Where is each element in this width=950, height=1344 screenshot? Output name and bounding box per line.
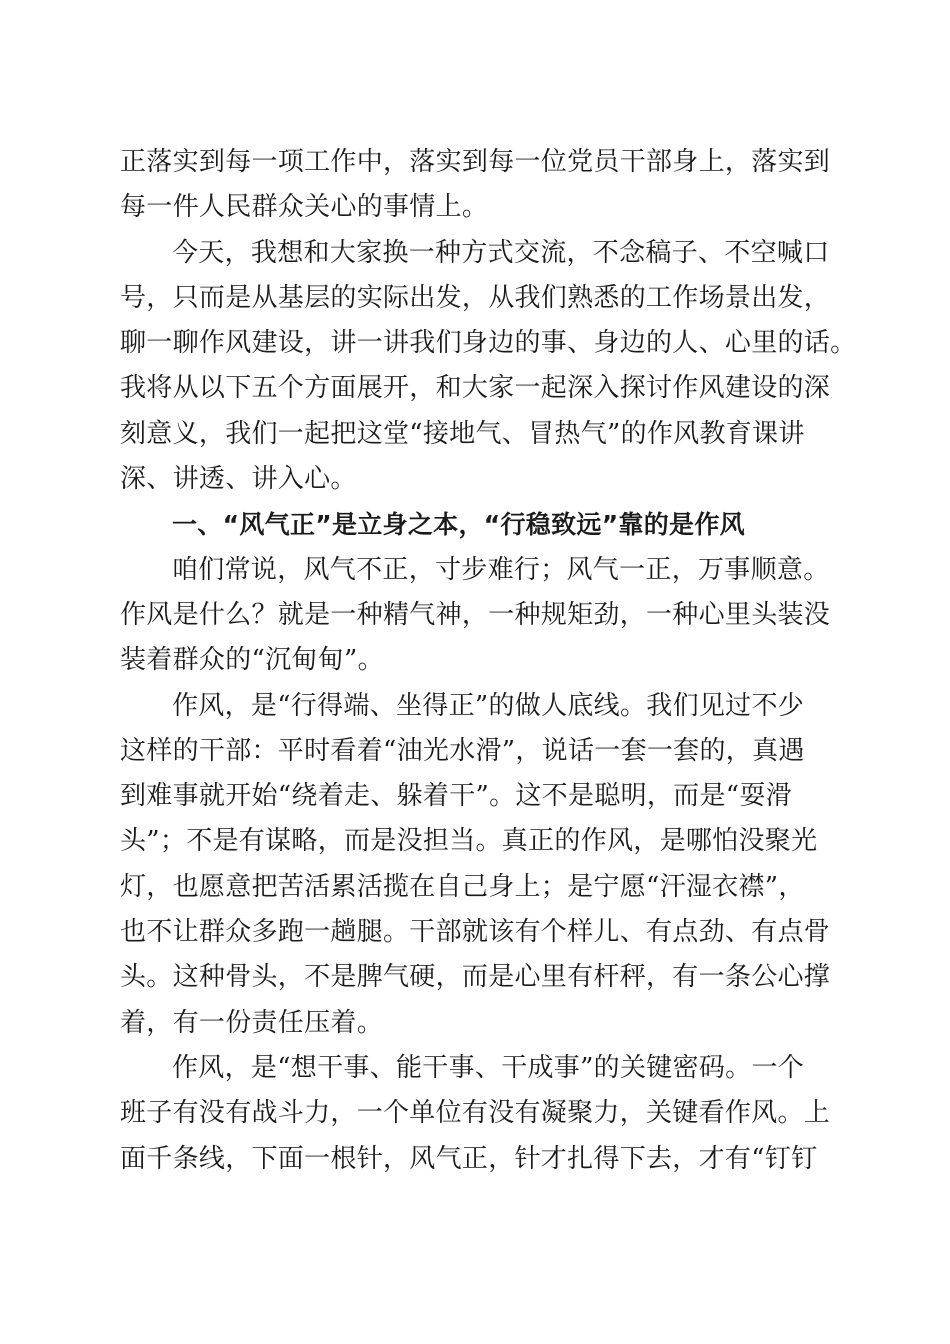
text-line: 正落实到每一项工作中，落实到每一位党员干部身上，落实到 [120,147,831,177]
section-heading: 一、“风气正”是立身之本，“行稳致远”靠的是作风 [172,510,745,540]
paragraph-start-line: 今天，我想和大家换一种方式交流，不念稿子、不空喊口 [172,237,830,268]
paragraph-start-line: 作风，是“想干事、能干事、干成事”的关键密码。一个 [172,1052,805,1083]
text-line: 每一件人民群众关心的事情上。 [120,192,489,223]
paragraph-start-line: 咱们常说，风气不正，寸步难行；风气一正，万事顺意。 [172,554,830,585]
paragraph-start-line: 作风，是“行得端、坐得正”的做人底线。我们见过不少 [172,690,805,721]
text-line: 也不让群众多跑一趟腿。干部就该有个样儿、有点劲、有点骨 [120,917,831,948]
text-line: 班子有没有战斗力，一个单位有没有凝聚力，关键看作风。上 [120,1098,831,1129]
text-line: 装着群众的“沉甸甸”。 [120,645,384,676]
text-line: 聊一聊作风建设，讲一讲我们身边的事、身边的人、心里的话。 [120,328,857,359]
text-line: 刻意义，我们一起把这堂“接地气、冒热气”的作风教育课讲 [120,418,805,449]
text-line: 头”；不是有谋略，而是没担当。真正的作风，是哪怕没聚光 [120,826,818,857]
text-line: 这样的干部：平时看着“油光水滑”，说话一套一套的，真遇 [120,735,805,766]
text-line: 到难事就开始“绕着走、躲着干”。这不是聪明，而是“耍滑 [120,781,792,812]
text-line: 深、讲透、讲入心。 [120,464,357,495]
text-line: 作风是什么？就是一种精气神，一种规矩劲，一种心里头装没 [120,599,831,630]
text-line: 着，有一份责任压着。 [120,1007,384,1038]
text-line: 头。这种骨头，不是脾气硬，而是心里有杆秤，有一条公心撑 [120,962,831,993]
text-line: 灯，也愿意把苦活累活揽在自己身上；是宁愿“汗湿衣襟”， [120,871,805,902]
text-line: 号，只而是从基层的实际出发，从我们熟悉的工作场景出发， [120,282,831,313]
document-body [120,140,857,1182]
text-line: 我将从以下五个方面展开，和大家一起深入探讨作风建设的深 [120,373,831,404]
text-line: 面千条线，下面一根针，风气正，针才扎得下去，才有“钉钉 [120,1143,818,1174]
